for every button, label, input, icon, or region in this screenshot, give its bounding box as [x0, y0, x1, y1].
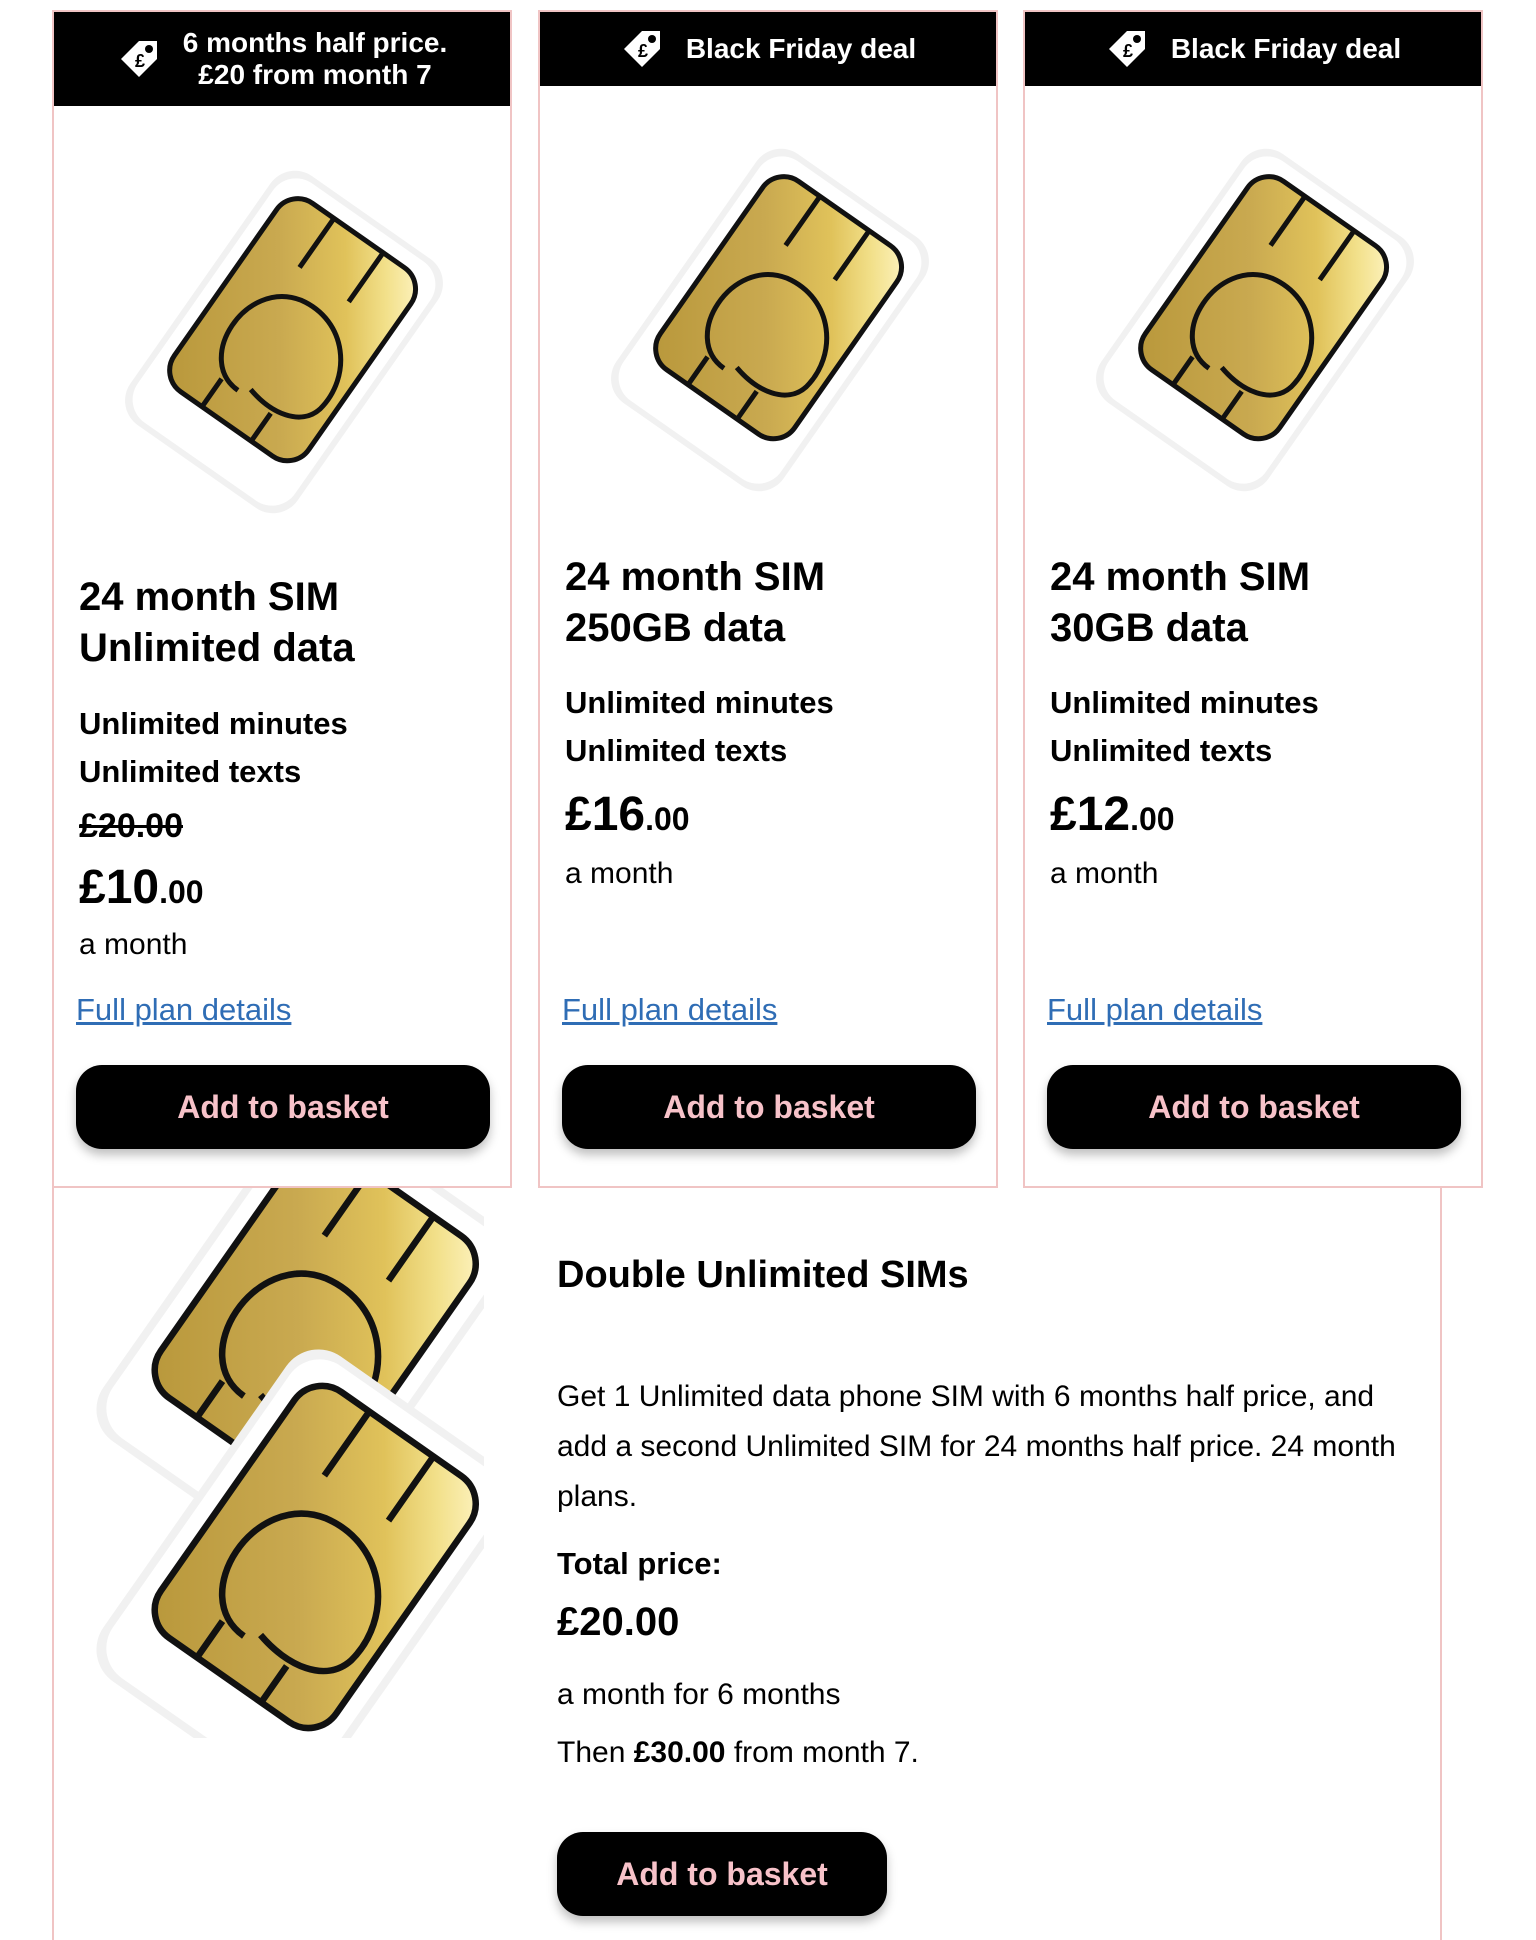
- plan-card-250gb: [538, 10, 998, 1188]
- sim-card-icon: [124, 162, 444, 522]
- offer-banner: [54, 12, 510, 106]
- banner-line-2: £20 from month 7: [198, 59, 432, 90]
- plan-features: Unlimited minutes Unlimited texts: [1050, 685, 1319, 768]
- offer-banner: [540, 12, 996, 86]
- plan-card-unlimited: [52, 10, 512, 1188]
- sim-card-icon: [1095, 140, 1415, 500]
- plan-features: Unlimited minutes Unlimited texts: [79, 706, 348, 789]
- plan-title: 24 month SIM Unlimited data: [79, 575, 355, 670]
- bundle-description: Get 1 Unlimited data phone SIM with 6 months half price, and add a second Unlimited SIM for 24 months half price. 24 month plans.: [557, 1380, 1396, 1513]
- price-tag-icon: [620, 27, 664, 71]
- full-plan-details-link[interactable]: Full plan details: [562, 992, 778, 1027]
- bundle-title: Double Unlimited SIMs: [557, 1254, 969, 1296]
- total-price: £20.00: [557, 1600, 680, 1644]
- price-tag-icon: [117, 37, 161, 81]
- total-price-period: a month for 6 months: [557, 1678, 841, 1711]
- total-price-label: Total price:: [557, 1546, 722, 1581]
- svg-text:£: £: [134, 51, 145, 71]
- plan-features: Unlimited minutes Unlimited texts: [565, 685, 834, 768]
- price-period: a month: [565, 857, 674, 890]
- price-period: a month: [1050, 857, 1159, 890]
- later-price-note: Then £30.00 from month 7.: [557, 1736, 919, 1769]
- double-sim-card-icon: [54, 1188, 484, 1738]
- banner-line-1: Black Friday deal: [1170, 33, 1402, 64]
- plan-title: 24 month SIM 30GB data: [1050, 555, 1311, 650]
- price-period: a month: [79, 928, 188, 961]
- plan-price: £16.00: [565, 788, 690, 841]
- plan-title: 24 month SIM 250GB data: [565, 555, 826, 650]
- svg-text:£: £: [1122, 41, 1133, 61]
- add-bundle-to-basket-button[interactable]: Add to basket: [557, 1832, 887, 1916]
- sim-card-icon: [610, 140, 930, 500]
- add-to-basket-button[interactable]: Add to basket: [562, 1065, 976, 1149]
- full-plan-details-link[interactable]: Full plan details: [76, 992, 292, 1027]
- plan-price: £12.00: [1050, 788, 1175, 841]
- double-unlimited-bundle: [52, 1188, 1442, 1940]
- full-plan-details-link[interactable]: Full plan details: [1047, 992, 1263, 1027]
- svg-text:£: £: [637, 41, 648, 61]
- price-tag-icon: [1105, 27, 1149, 71]
- offer-banner: [1025, 12, 1481, 86]
- banner-line-1: 6 months half price.: [182, 27, 448, 58]
- plan-card-30gb: [1023, 10, 1483, 1188]
- was-price: £20.00: [79, 807, 183, 845]
- plan-price: £10.00: [79, 861, 204, 914]
- add-to-basket-button[interactable]: Add to basket: [1047, 1065, 1461, 1149]
- banner-line-1: Black Friday deal: [685, 33, 917, 64]
- add-to-basket-button[interactable]: Add to basket: [76, 1065, 490, 1149]
